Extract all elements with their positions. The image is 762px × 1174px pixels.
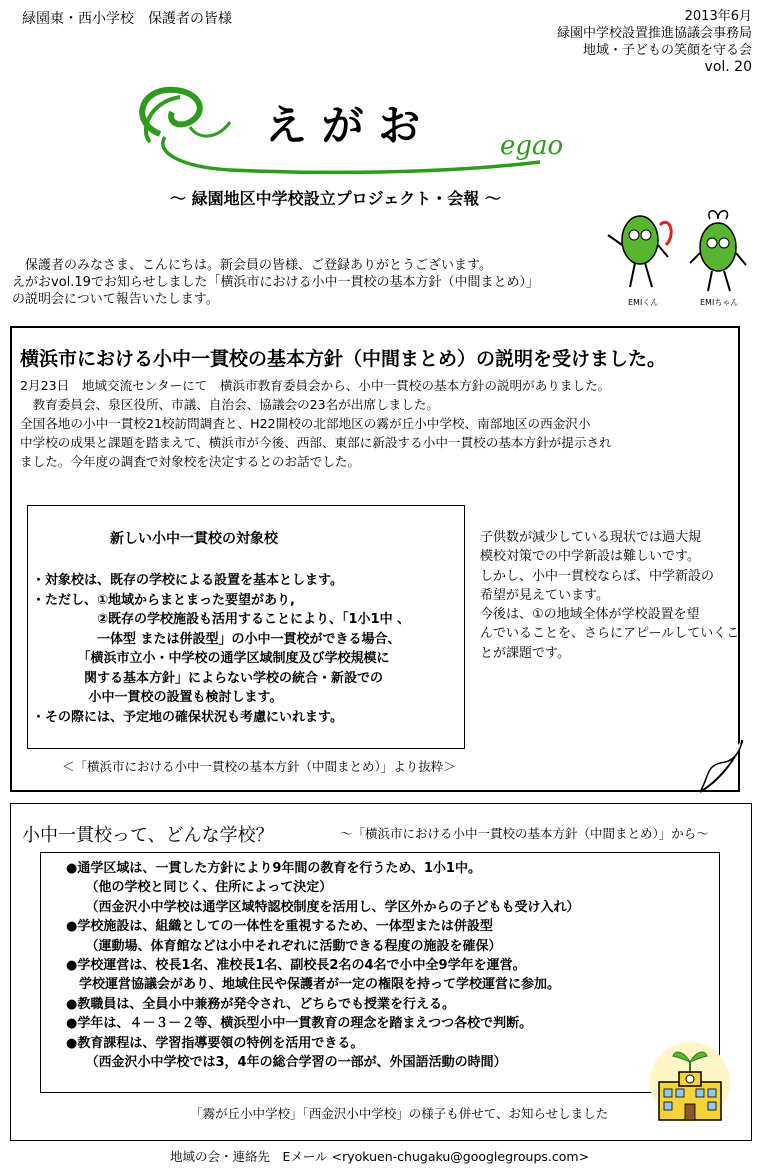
box-line: 一体型 または併設型」の小中一貫校ができる場合、	[32, 631, 401, 647]
feature-line: （西金沢小中学校は通学区域特認校制度を活用し、学区外からの子どもも受け入れ）	[66, 899, 580, 915]
feature-line: （運動場、体育館などは小中それぞれに活動できる程度の施設を確保）	[66, 938, 502, 954]
feature-line: ●教職員は、全員小中兼務が発令され、どちらでも授業を行える。	[66, 996, 455, 1012]
box-line: ・対象校は、既存の学校による設置を基本とします。	[32, 573, 343, 588]
contact-footer: 地域の会・連絡先 Eメール <ryokuen-chugaku@googlegroups.com>	[170, 1149, 590, 1164]
box-line: ②既存の学校施設も活用することにより、「1小1中 、	[32, 612, 411, 627]
section2-caption: 「霧が丘小中学校」「西金沢小中学校」の様子も併せて、お知らせしました	[190, 1106, 609, 1121]
section1-line: 教育委員会、泉区役所、市議、自治会、協議会の23名が出席しました。	[20, 397, 440, 412]
mascot-left-label: EMIくん	[628, 298, 659, 307]
recipients: 緑園東・西小学校 保護者の皆様	[22, 11, 232, 27]
side-line: 模校対策での中学新設は難しいです。	[480, 549, 700, 565]
side-line: 希望が見えています。	[480, 587, 609, 603]
side-line: んでいることを、さらにアピールしていくこ	[480, 626, 740, 642]
section1-caption: ＜「横浜市における小中一貫校の基本方針（中間まとめ）」より抜粋＞	[62, 759, 456, 774]
masthead-title: え が お	[265, 101, 421, 150]
feature-line: ●学年は、４－３－２等、横浜型小中一貫教育の理念を踏まえつつ各校で判断。	[66, 1016, 533, 1032]
section2-subheading: ～「横浜市における小中一貫校の基本方針（中間まとめ）」から～	[340, 826, 709, 841]
box-line: ・ただし、①地域からまとまった要望があり,	[32, 592, 295, 608]
mascot-emi-kun	[608, 216, 671, 287]
mascot-right-label: EMIちゃん	[700, 298, 739, 307]
target-school-box-title: 新しい小中一貫校の対象校	[110, 531, 278, 547]
side-line: とが課題です。	[480, 645, 570, 661]
section1-body	[20, 376, 612, 471]
volume-number: vol. 20	[704, 59, 752, 75]
box-line: 関する基本方針」によらない学校の統合・新設での	[32, 670, 384, 686]
section1-line: ました。今年度の調査で対象校を決定するとのお話でした。	[20, 454, 361, 469]
feature-line: ●学校施設は、組織としての一体性を重視するため、一体型または併設型	[66, 919, 493, 935]
school-building-icon	[645, 1032, 735, 1124]
logo-egao-text: egao	[500, 131, 564, 161]
header-meta	[557, 8, 752, 76]
intro-paragraph	[12, 257, 539, 308]
intro-line: 保護者のみなさま、こんにちは。新会員の皆様、ご登録ありがとうございます。	[12, 258, 492, 273]
side-line: 子供数が減少している現状では過大規	[480, 530, 702, 545]
school-features-list	[66, 859, 580, 1072]
box-line: 「横浜市立小・中学校の通学区域制度及び学校規模に	[32, 651, 390, 666]
page-curl-corner	[695, 740, 745, 795]
egao-logo	[120, 82, 620, 182]
section1-line: 中学校の成果と課題を踏まえて、横浜市が今後、西部、東部に新設する小中一貫校の基本方針が提示され	[20, 435, 612, 450]
intro-line: えがおvol.19でお知らせしました「横浜市における小中一貫校の基本方針（中間まとめ）」	[12, 275, 540, 290]
section2-heading: 小中一貫校って、どんな学校？	[22, 825, 274, 846]
intro-line: の説明会について報告いたします。	[12, 292, 219, 307]
target-school-box-body	[32, 571, 410, 727]
section1-heading: 横浜市における小中一貫校の基本方針（中間まとめ）の説明を受けました。	[20, 348, 667, 370]
feature-line: （西金沢小中学校では3，4年の総合学習の一部が、外国語活動の時間）	[66, 1055, 507, 1071]
feature-line: 学校運営協議会があり、地域住民や保護者が一定の権限を持って学校運営に参加。	[66, 977, 561, 993]
box-line: ・その際には、予定地の確保状況も考慮にいれます。	[32, 709, 343, 725]
section1-line: 全国各地の小中一貫校21校訪問調査と、H22開校の北部地区の霧が丘小中学校、南部地区の西金沢小	[20, 416, 591, 431]
section1-line: 2月23日 地域交流センターにて 横浜市教育委員会から、小中一貫校の基本方針の説明がありました。	[20, 378, 611, 393]
side-line: しかし、小中一貫校ならば、中学新設の	[480, 568, 715, 584]
masthead-subtitle: ～ 緑園地区中学校設立プロジェクト・会報 ～	[170, 189, 501, 208]
mascot-emi-chan	[690, 211, 746, 291]
feature-line: ●教育課程は、学習指導要領の特例を活用できる。	[66, 1035, 364, 1051]
mascots-illustration	[600, 205, 760, 310]
box-line: 小中一貫校の設置も検討します。	[32, 690, 283, 705]
side-line: 今後は、①の地域全体が学校設置を望	[480, 607, 700, 623]
feature-line: ●通学区域は、一貫した方針により9年間の教育を行うため、1小1中。	[66, 861, 481, 876]
publisher-group: 地域・子どもの笑顔を守る会	[582, 43, 752, 58]
feature-line: ●学校運営は、校長1名、准校長1名、副校長2名の4名で小中全9学年を運営。	[66, 958, 526, 974]
feature-line: （他の学校と同じく、住所によって決定）	[66, 880, 333, 896]
section1-side-note	[480, 528, 739, 663]
publisher-office: 緑園中学校設置推進協議会事務局	[556, 26, 752, 41]
issue-date: 2013年6月	[684, 9, 752, 24]
